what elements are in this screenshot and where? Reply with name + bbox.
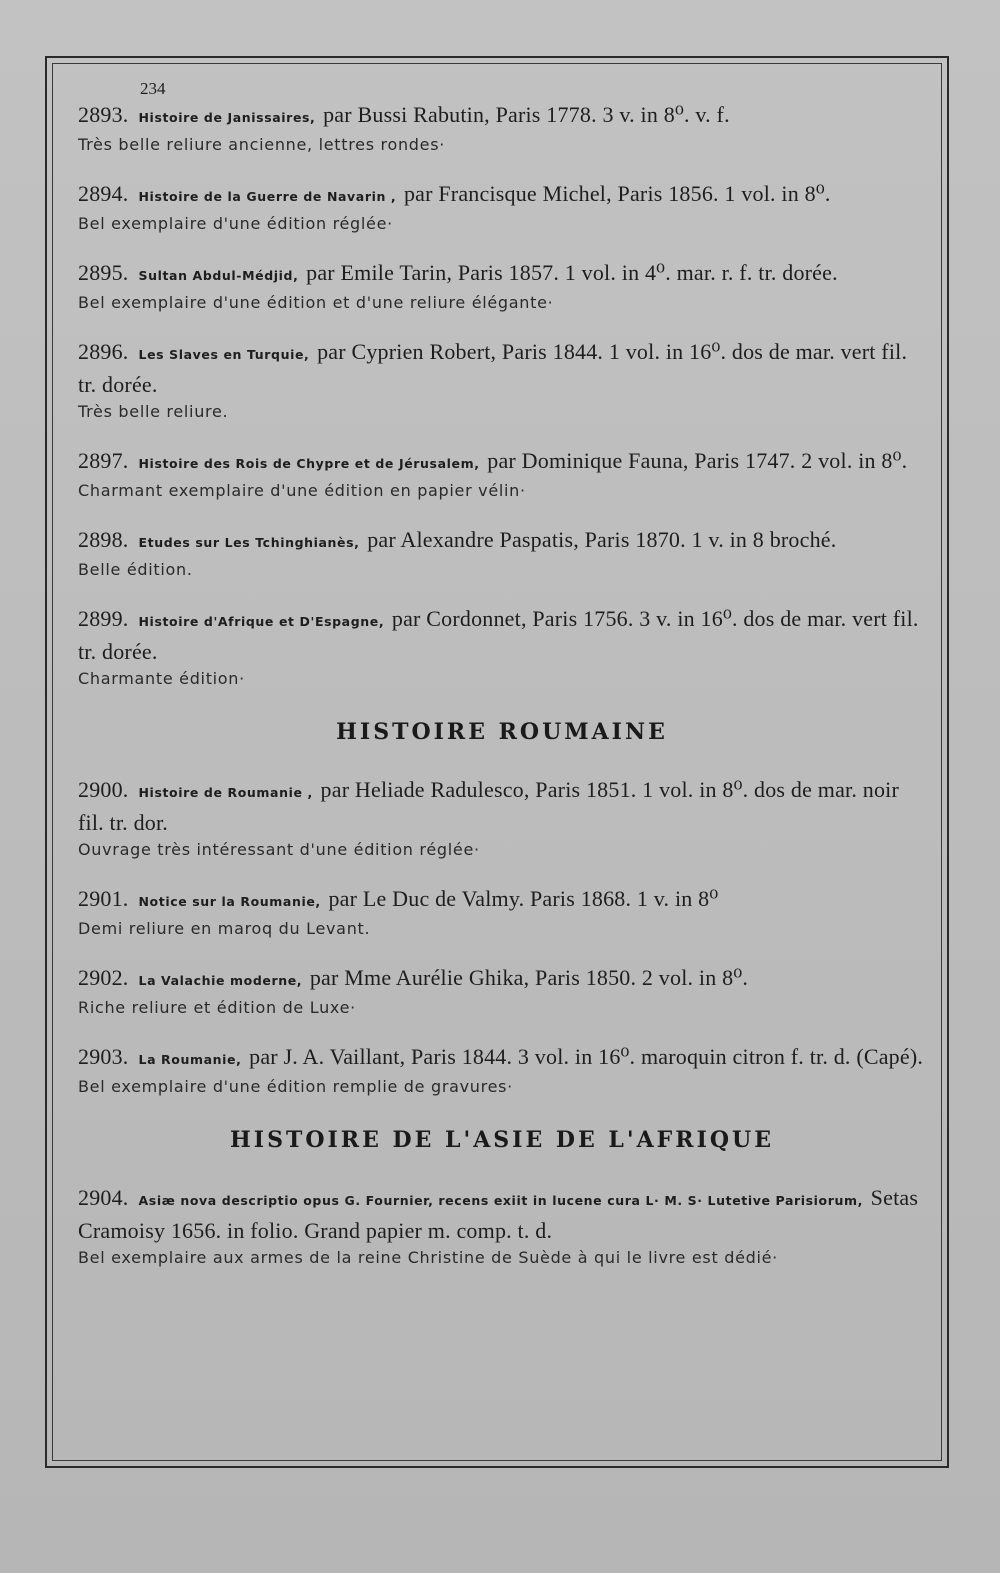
- entry-details: Setas Cramoisy 1656. in folio. Grand papier m. comp. t. d.: [78, 1185, 919, 1243]
- entry-number: 2901.: [78, 886, 129, 911]
- entry-details: par Cordonnet, Paris 1756. 3 v. in 16⁰. dos de mar. vert fil. tr. dorée.: [78, 606, 919, 664]
- entry-note: Bel exemplaire aux armes de la reine Christine de Suède à qui le livre est dédié·: [78, 1248, 778, 1267]
- entry-title: Histoire de la Guerre de Navarin ,: [138, 189, 397, 204]
- entry-note: Bel exemplaire d'une édition et d'une reliure élégante·: [78, 293, 554, 312]
- entry-note: Très belle reliure.: [78, 402, 229, 421]
- entry-title: Sultan Abdul-Médjid,: [138, 268, 299, 283]
- entry-number: 2897.: [78, 448, 129, 473]
- catalog-list-roumaine: [78, 775, 926, 1099]
- catalog-entry-2898: [78, 525, 926, 582]
- entry-note: Très belle reliure ancienne, lettres rondes·: [78, 135, 446, 154]
- entry-details: par Bussi Rabutin, Paris 1778. 3 v. in 8⁰. v. f.: [317, 102, 730, 127]
- entry-number: 2896.: [78, 339, 129, 364]
- catalog-entry-2894: [78, 179, 926, 236]
- entry-details: par Emile Tarin, Paris 1857. 1 vol. in 4⁰. mar. r. f. tr. dorée.: [300, 260, 838, 285]
- entry-details: par Cyprien Robert, Paris 1844. 1 vol. in 16⁰. dos de mar. vert fil. tr. dorée.: [78, 339, 908, 397]
- entry-details: par Alexandre Paspatis, Paris 1870. 1 v. in 8 broché.: [361, 527, 837, 552]
- entry-note: Bel exemplaire d'une édition réglée·: [78, 214, 393, 233]
- page-content: [78, 78, 926, 1292]
- entry-note: Demi reliure en maroq du Levant.: [78, 919, 371, 938]
- catalog-entry-2899: [78, 604, 926, 691]
- catalog-list: [78, 100, 926, 691]
- entry-details: par Heliade Radulesco, Paris 1851. 1 vol. in 8⁰. dos de mar. noir fil. tr. dor.: [78, 777, 899, 835]
- entry-note: Riche reliure et édition de Luxe·: [78, 998, 356, 1017]
- catalog-list-asie: [78, 1183, 926, 1270]
- entry-number: 2902.: [78, 965, 129, 990]
- entry-number: 2894.: [78, 181, 129, 206]
- entry-note: Bel exemplaire d'une édition remplie de gravures·: [78, 1077, 513, 1096]
- entry-title: Histoire de Janissaires,: [138, 110, 316, 125]
- entry-title: Les Slaves en Turquie,: [138, 347, 310, 362]
- entry-number: 2893.: [78, 102, 129, 127]
- page-number: 234: [140, 79, 166, 98]
- entry-details: par Mme Aurélie Ghika, Paris 1850. 2 vol. in 8⁰.: [304, 965, 749, 990]
- catalog-entry-2903: [78, 1042, 926, 1099]
- entry-details: par Le Duc de Valmy. Paris 1868. 1 v. in 8⁰: [322, 886, 719, 911]
- entry-note: Charmante édition·: [78, 669, 245, 688]
- catalog-entry-2893: [78, 100, 926, 157]
- entry-title: Notice sur la Roumanie,: [138, 894, 321, 909]
- entry-title: Histoire de Roumanie ,: [138, 785, 313, 800]
- section-heading-asie-afrique: HISTOIRE DE L'ASIE DE L'AFRIQUE: [230, 1127, 774, 1153]
- entry-number: 2904.: [78, 1185, 129, 1210]
- entry-number: 2903.: [78, 1044, 129, 1069]
- entry-title: Histoire d'Afrique et D'Espagne,: [138, 614, 385, 629]
- catalog-entry-2904: [78, 1183, 926, 1270]
- entry-note: Charmant exemplaire d'une édition en papier vélin·: [78, 481, 526, 500]
- entry-number: 2900.: [78, 777, 129, 802]
- entry-note: Belle édition.: [78, 560, 193, 579]
- catalog-entry-2902: [78, 963, 926, 1020]
- entry-details: par Francisque Michel, Paris 1856. 1 vol. in 8⁰.: [398, 181, 831, 206]
- entry-title: La Roumanie,: [138, 1052, 242, 1067]
- entry-title: La Valachie moderne,: [138, 973, 303, 988]
- section-heading-roumaine: HISTOIRE ROUMAINE: [336, 719, 668, 745]
- entry-title: Histoire des Rois de Chypre et de Jérusalem,: [138, 456, 480, 471]
- entry-note: Ouvrage très intéressant d'une édition réglée·: [78, 840, 480, 859]
- entry-details: par J. A. Vaillant, Paris 1844. 3 vol. in 16⁰. maroquin citron f. tr. d. (Capé).: [243, 1044, 924, 1069]
- entry-number: 2898.: [78, 527, 129, 552]
- entry-number: 2895.: [78, 260, 129, 285]
- catalog-entry-2895: [78, 258, 926, 315]
- catalog-entry-2896: [78, 337, 926, 424]
- entry-title: Etudes sur Les Tchinghianès,: [138, 535, 360, 550]
- catalog-entry-2900: [78, 775, 926, 862]
- catalog-entry-2897: [78, 446, 926, 503]
- entry-number: 2899.: [78, 606, 129, 631]
- catalog-entry-2901: [78, 884, 926, 941]
- entry-title: Asiæ nova descriptio opus G. Fournier, recens exiit in lucene cura L· M. S· Lutetive Parisiorum,: [138, 1193, 863, 1208]
- entry-details: par Dominique Fauna, Paris 1747. 2 vol. in 8⁰.: [481, 448, 908, 473]
